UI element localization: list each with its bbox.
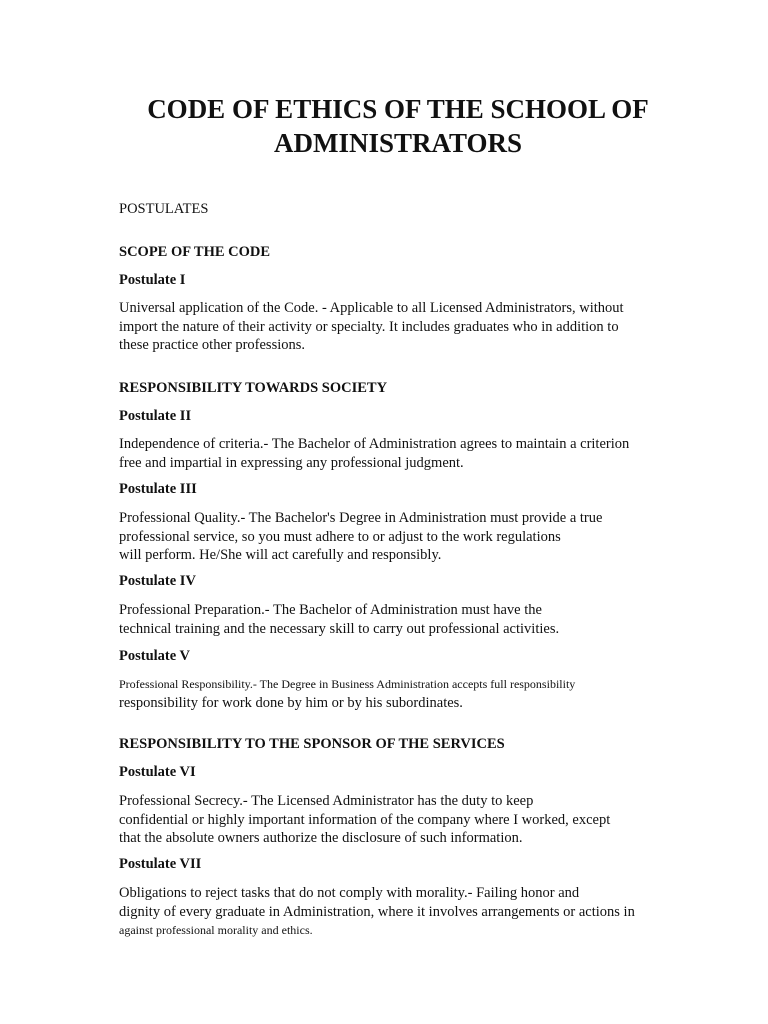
text-line: confidential or highly important information of the company where I worked, except [119, 811, 611, 828]
postulate-label: Postulate V [119, 648, 191, 664]
document-title [90, 92, 706, 160]
postulate-text [119, 299, 624, 355]
postulate-label: Postulate VII [119, 856, 202, 872]
section-heading-society: RESPONSIBILITY TOWARDS SOCIETY [119, 380, 388, 396]
postulate-label: Postulate II [119, 408, 192, 424]
text-line: that the absolute owners authorize the disclosure of such information. [119, 830, 523, 846]
section-heading-sponsor: RESPONSIBILITY TO THE SPONSOR OF THE SERVICES [119, 736, 505, 752]
text-line: technical training and the necessary skill to carry out professional activities. [119, 620, 560, 637]
postulate-text [119, 675, 575, 712]
postulate-label: Postulate VI [119, 764, 196, 780]
postulates-label: POSTULATES [119, 201, 209, 217]
text-line: against professional morality and ethics. [119, 923, 313, 937]
text-line: responsibility for work done by him or by his subordinates. [119, 694, 463, 711]
title-line: CODE OF ETHICS OF THE SCHOOL OF [147, 94, 649, 124]
postulate-text [119, 601, 559, 638]
postulate-text [119, 435, 629, 472]
postulate-label: Postulate I [119, 272, 186, 288]
text-line: Professional Secrecy.- The Licensed Administrator has the duty to keep [119, 793, 534, 809]
title-line: ADMINISTRATORS [273, 128, 523, 158]
postulate-label: Postulate IV [119, 573, 196, 589]
text-line: these practice other professions. [119, 337, 306, 353]
text-line: professional service, so you must adhere to or adjust to the work regulations [119, 528, 561, 545]
text-line: import the nature of their activity or specialty. It includes graduates who in addition to [119, 318, 619, 335]
text-line: dignity of every graduate in Administration, where it involves arrangements or actions in [119, 903, 635, 920]
text-line: will perform. He/She will act carefully and responsibly. [119, 547, 442, 563]
text-line: free and impartial in expressing any professional judgment. [119, 454, 464, 471]
text-line: Professional Responsibility.- The Degree in Business Administration accepts full responsibility [119, 677, 576, 691]
text-line: Universal application of the Code. - Applicable to all Licensed Administrators, without [119, 300, 624, 316]
section-heading-scope: SCOPE OF THE CODE [119, 244, 271, 260]
text-line: Professional Preparation.- The Bachelor of Administration must have the [119, 602, 542, 618]
text-line: Obligations to reject tasks that do not comply with morality.- Failing honor and [119, 885, 580, 901]
postulate-text [119, 884, 635, 940]
text-line: Independence of criteria.- The Bachelor of Administration agrees to maintain a criterion [119, 436, 630, 452]
postulate-label: Postulate III [119, 481, 197, 497]
postulate-text [119, 792, 610, 848]
postulate-text [119, 509, 602, 565]
text-line: Professional Quality.- The Bachelor's Degree in Administration must provide a true [119, 510, 603, 526]
